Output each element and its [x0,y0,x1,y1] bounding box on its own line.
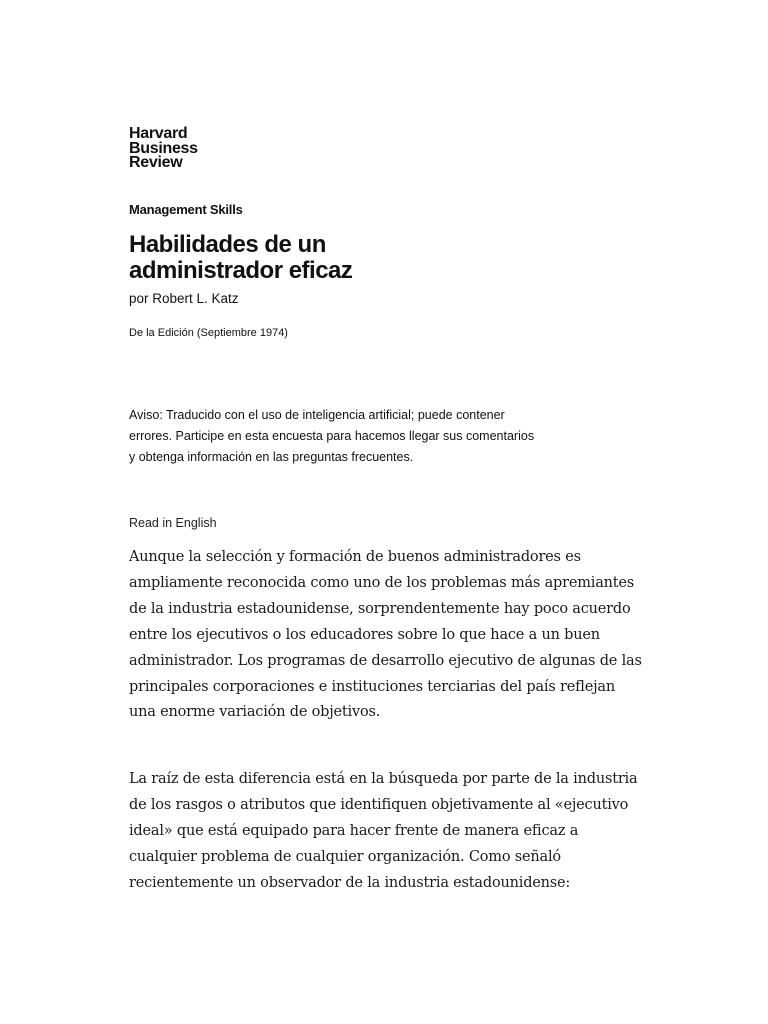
logo-line-1: Harvard [129,125,188,142]
article-author: por Robert L. Katz [129,291,239,306]
hbr-logo[interactable] [129,127,198,171]
article-category[interactable]: Management Skills [129,202,243,217]
notice-text: Traducido con el uso de inteligencia artificial; puede contener errores. Participe en esta encuesta para hacemos llegar sus comentarios y obtenga información en las preguntas frecuentes. [129,408,535,464]
logo-line-3: Review [129,154,183,171]
ai-translation-notice [129,405,539,468]
body-paragraph-1: Aunque la selección y formación de buenos administradores es ampliamente reconocida como uno de los problemas más apremiantes de la industria estadounidense, sorprendentemente hay poco acuerdo entre los ejecutivos o los educadores sobre lo que hace a un buen administrador. Los programas de desarrollo ejecutivo de algunas de las principales corporaciones e instituciones terciarias del país reflejan una enorme variación de objetivos. [129,549,642,721]
body-paragraph-2: La raíz de esta diferencia está en la búsqueda por parte de la industria de los rasgos o atributos que identifiquen objetivamente al «ejecutivo ideal» que está equipado para hacer frente de manera eficaz a cualquier problema de cualquier organización. Como señaló recientemente un observador de la industria estadounidense: [129,771,638,891]
logo-line-2: Business [129,139,198,157]
title-line-2: administrador eficaz [129,257,353,284]
article-edition: De la Edición (Septiembre 1974) [129,327,288,339]
notice-label: Aviso: [129,408,163,422]
title-line-1: Habilidades de un [129,231,326,258]
article-title [129,232,352,284]
read-in-english-link[interactable]: Read in English [129,516,217,530]
